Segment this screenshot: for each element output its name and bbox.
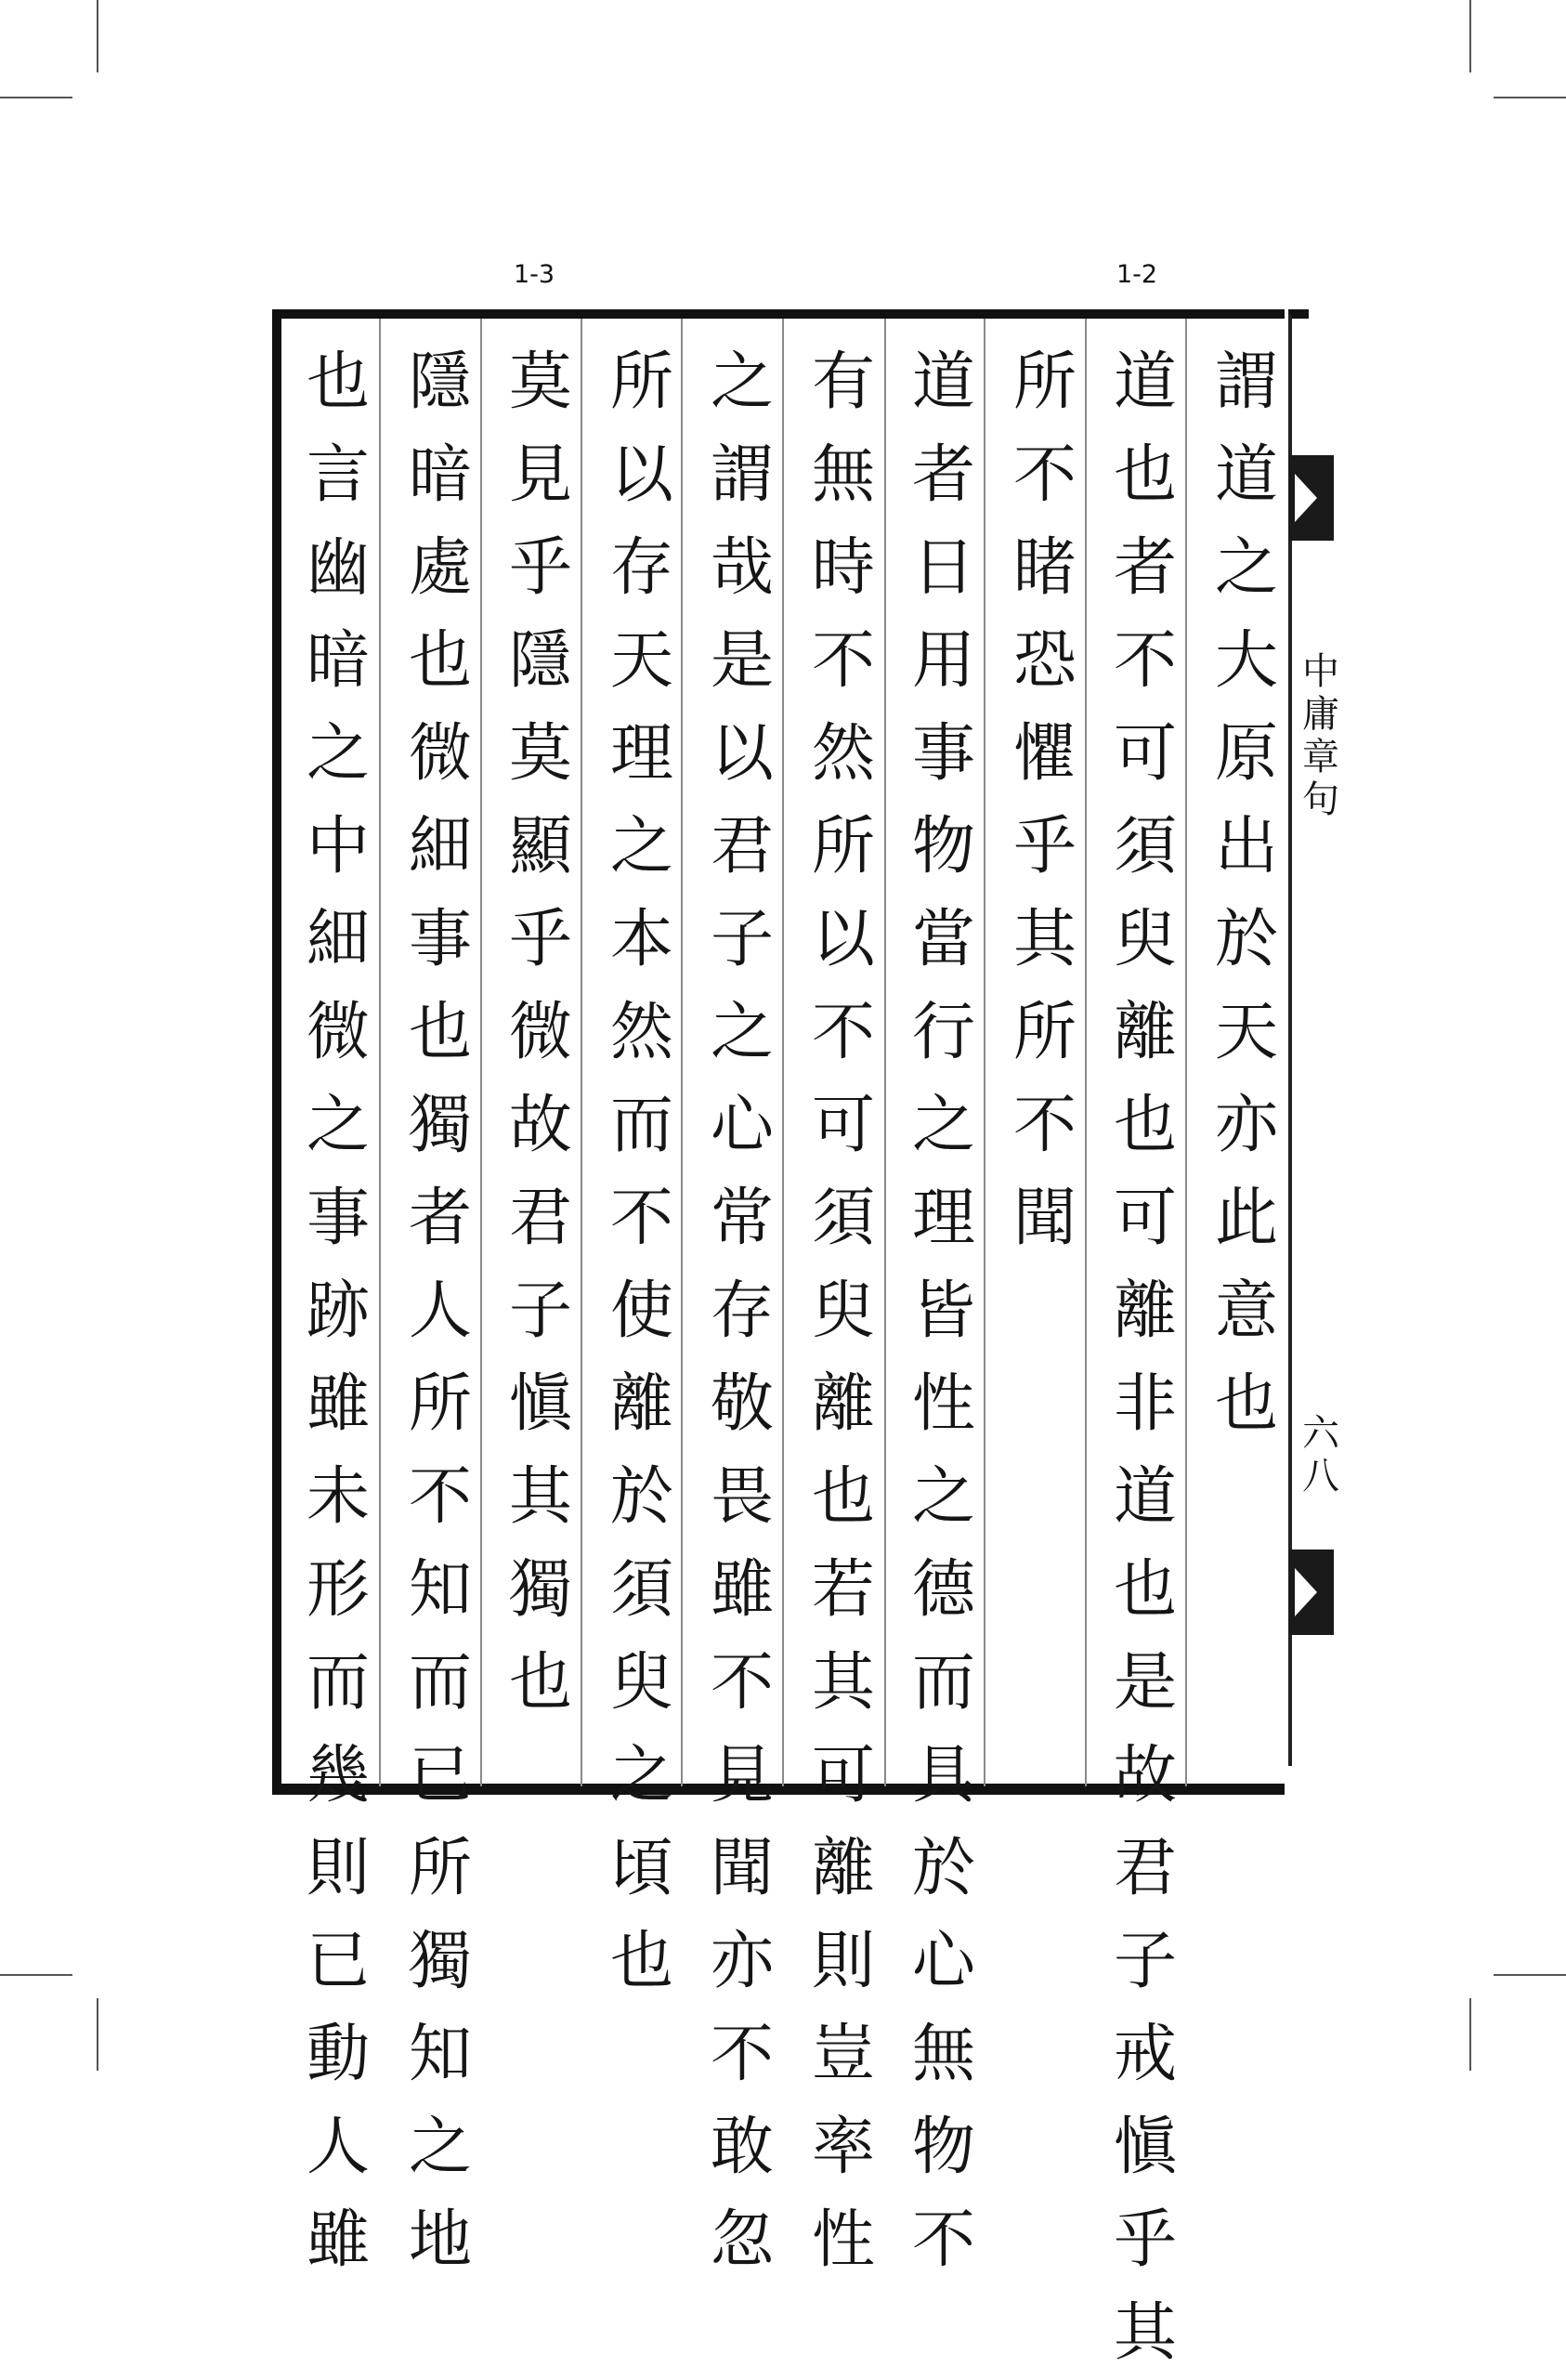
text-char: 本 [609, 903, 673, 976]
text-char: 事 [306, 1182, 370, 1255]
text-char: 雖 [306, 1367, 370, 1441]
text-char: 以 [609, 438, 673, 512]
text-char: 而 [609, 1089, 673, 1162]
text-char: 聞 [710, 1832, 774, 1905]
text-char: 顯 [508, 810, 572, 883]
text-char: 若 [811, 1553, 875, 1627]
text-char: 所 [408, 1367, 472, 1441]
text-char: 性 [811, 2203, 875, 2277]
text-char: 不 [609, 1182, 673, 1255]
text-char: 人 [408, 1275, 472, 1348]
text-char: 故 [1113, 1739, 1177, 1812]
text-char: 恐 [1012, 624, 1077, 698]
text-column [797, 336, 890, 2287]
text-char: 天 [1214, 996, 1278, 1069]
text-char: 人 [306, 2111, 370, 2184]
page-number-char: 六 [1302, 1412, 1339, 1455]
text-char: 理 [609, 717, 673, 791]
text-char: 於 [609, 1460, 673, 1534]
text-char: 細 [306, 903, 370, 976]
text-char: 君 [508, 1182, 572, 1255]
text-char: 之 [408, 2111, 472, 2184]
text-char: 其 [508, 1460, 572, 1534]
text-char: 暗 [306, 624, 370, 698]
text-char: 之 [1214, 531, 1278, 605]
text-char: 言 [306, 438, 370, 512]
margin-title [1300, 650, 1341, 821]
crop-mark [97, 1998, 98, 2071]
text-column [595, 336, 688, 2008]
text-char: 地 [408, 2203, 472, 2277]
text-char: 天 [609, 624, 673, 698]
text-char: 所 [811, 810, 875, 883]
text-char: 豈 [811, 2018, 875, 2091]
text-column [998, 336, 1091, 1265]
text-char: 不 [911, 2203, 975, 2277]
margin-title-char: 中 [1302, 650, 1339, 693]
text-char: 形 [306, 1553, 370, 1627]
text-char: 君 [710, 810, 774, 883]
text-char: 之 [306, 1089, 370, 1162]
text-char: 知 [408, 2018, 472, 2091]
text-char: 存 [609, 531, 673, 605]
text-char: 頃 [609, 1832, 673, 1905]
text-char: 睹 [1012, 531, 1077, 605]
text-char: 是 [1113, 1646, 1177, 1720]
text-char: 臾 [609, 1646, 673, 1720]
text-char: 非 [1113, 1367, 1177, 1441]
text-char: 以 [811, 903, 875, 976]
text-char: 所 [1012, 346, 1077, 419]
text-column [1099, 336, 1192, 2380]
text-char: 不 [408, 1460, 472, 1534]
text-char: 見 [710, 1739, 774, 1812]
text-char: 則 [811, 1925, 875, 1998]
text-char: 者 [408, 1182, 472, 1255]
text-char: 然 [811, 717, 875, 791]
text-char: 事 [408, 903, 472, 976]
text-char: 行 [911, 996, 975, 1069]
crop-mark [1469, 1998, 1471, 2071]
text-char: 心 [911, 1925, 975, 1998]
text-char: 使 [609, 1275, 673, 1348]
text-char: 亦 [710, 1925, 774, 1998]
text-char: 懼 [1012, 717, 1077, 791]
text-char: 獨 [408, 1925, 472, 1998]
text-char: 動 [306, 2018, 370, 2091]
text-char: 不 [710, 1646, 774, 1720]
text-char: 可 [1113, 1182, 1177, 1255]
text-char: 處 [408, 531, 472, 605]
text-char: 不 [811, 624, 875, 698]
text-char: 之 [911, 1460, 975, 1534]
text-char: 出 [1214, 810, 1278, 883]
text-char: 愼 [1113, 2111, 1177, 2184]
text-char: 敬 [710, 1367, 774, 1441]
text-char: 皆 [911, 1275, 975, 1348]
text-char: 原 [1214, 717, 1278, 791]
crop-mark [1469, 0, 1471, 72]
text-char: 細 [408, 810, 472, 883]
text-char: 者 [1113, 531, 1177, 605]
text-char: 畏 [710, 1460, 774, 1534]
crop-mark [0, 1974, 72, 1976]
text-char: 戒 [1113, 2018, 1177, 2091]
text-char: 已 [408, 1739, 472, 1812]
text-char: 時 [811, 531, 875, 605]
text-char: 故 [508, 1089, 572, 1162]
margin-title-char: 章 [1302, 736, 1339, 778]
text-column [696, 336, 789, 2287]
text-char: 謂 [1214, 346, 1278, 419]
text-char: 物 [911, 2111, 975, 2184]
text-char: 忽 [710, 2203, 774, 2277]
text-char: 君 [1113, 1832, 1177, 1905]
text-char: 所 [408, 1832, 472, 1905]
text-char: 其 [811, 1646, 875, 1720]
text-char: 物 [911, 810, 975, 883]
text-char: 所 [609, 346, 673, 419]
text-char: 也 [408, 996, 472, 1069]
text-char: 臾 [1113, 903, 1177, 976]
text-column [292, 336, 385, 2287]
text-char: 然 [609, 996, 673, 1069]
text-char: 莫 [508, 346, 572, 419]
text-char: 隱 [408, 346, 472, 419]
page-number-char: 八 [1302, 1455, 1339, 1497]
text-char: 隱 [508, 624, 572, 698]
text-char: 於 [1214, 903, 1278, 976]
text-char: 不 [1113, 624, 1177, 698]
text-column [897, 336, 990, 2287]
text-char: 之 [710, 996, 774, 1069]
text-char: 有 [811, 346, 875, 419]
text-char: 可 [811, 1089, 875, 1162]
text-char: 其 [1113, 2296, 1177, 2370]
text-char: 性 [911, 1367, 975, 1441]
text-char: 大 [1214, 624, 1278, 698]
text-char: 也 [408, 624, 472, 698]
text-char: 者 [911, 438, 975, 512]
text-char: 未 [306, 1460, 370, 1534]
text-char: 道 [1113, 1460, 1177, 1534]
text-char: 也 [508, 1646, 572, 1720]
text-char: 也 [811, 1460, 875, 1534]
section-marker-right: 1-2 [1116, 260, 1158, 289]
text-char: 幽 [306, 531, 370, 605]
crop-mark [1494, 1974, 1566, 1976]
text-char: 莫 [508, 717, 572, 791]
text-char: 敢 [710, 2111, 774, 2184]
text-char: 微 [508, 996, 572, 1069]
section-marker-left: 1-3 [514, 260, 555, 289]
text-char: 也 [1113, 1553, 1177, 1627]
text-char: 不 [1012, 1089, 1077, 1162]
text-char: 之 [609, 810, 673, 883]
margin-title-char: 句 [1302, 778, 1339, 821]
text-char: 無 [911, 2018, 975, 2091]
text-char: 常 [710, 1182, 774, 1255]
margin-page-number [1300, 1412, 1341, 1497]
text-char: 之 [306, 717, 370, 791]
text-char: 德 [911, 1553, 975, 1627]
text-char: 獨 [408, 1089, 472, 1162]
text-char: 子 [508, 1275, 572, 1348]
text-char: 乎 [508, 531, 572, 605]
text-char: 道 [1214, 438, 1278, 512]
text-char: 離 [1113, 996, 1177, 1069]
text-column [1200, 336, 1293, 1451]
text-char: 微 [306, 996, 370, 1069]
text-char: 心 [710, 1089, 774, 1162]
text-char: 之 [609, 1739, 673, 1812]
text-char: 乎 [508, 903, 572, 976]
text-char: 也 [1113, 438, 1177, 512]
text-char: 此 [1214, 1182, 1278, 1255]
text-char: 雖 [710, 1553, 774, 1627]
text-char: 須 [609, 1553, 673, 1627]
fishtail-ornament [1289, 1550, 1334, 1635]
text-char: 存 [710, 1275, 774, 1348]
text-char: 不 [710, 2018, 774, 2091]
text-char: 之 [710, 346, 774, 419]
text-char: 無 [811, 438, 875, 512]
text-char: 日 [911, 531, 975, 605]
text-char: 所 [1012, 996, 1077, 1069]
text-char: 離 [1113, 1275, 1177, 1348]
text-char: 不 [811, 996, 875, 1069]
text-char: 離 [811, 1367, 875, 1441]
margin-title-char: 庸 [1302, 693, 1339, 736]
text-char: 率 [811, 2111, 875, 2184]
text-char: 須 [811, 1182, 875, 1255]
text-char: 哉 [710, 531, 774, 605]
text-char: 以 [710, 717, 774, 791]
crop-mark [1494, 97, 1566, 98]
text-char: 子 [710, 903, 774, 976]
text-char: 跡 [306, 1275, 370, 1348]
text-char: 幾 [306, 1739, 370, 1812]
text-char: 可 [1113, 717, 1177, 791]
crop-mark [0, 97, 72, 98]
text-char: 事 [911, 717, 975, 791]
text-char: 子 [1113, 1925, 1177, 1998]
text-char: 意 [1214, 1275, 1278, 1348]
text-char: 須 [1113, 810, 1177, 883]
text-char: 亦 [1214, 1089, 1278, 1162]
text-char: 也 [306, 346, 370, 419]
text-char: 用 [911, 624, 975, 698]
text-char: 而 [408, 1646, 472, 1720]
text-char: 臾 [811, 1275, 875, 1348]
text-char: 而 [911, 1646, 975, 1720]
text-char: 微 [408, 717, 472, 791]
text-char: 於 [911, 1832, 975, 1905]
text-char: 當 [911, 903, 975, 976]
text-column [494, 336, 587, 1730]
text-char: 離 [811, 1832, 875, 1905]
text-char: 獨 [508, 1553, 572, 1627]
text-column [394, 336, 487, 2287]
text-char: 則 [306, 1832, 370, 1905]
text-char: 知 [408, 1553, 472, 1627]
text-char: 之 [911, 1089, 975, 1162]
text-char: 也 [1214, 1367, 1278, 1441]
text-char: 雖 [306, 2203, 370, 2277]
text-char: 具 [911, 1739, 975, 1812]
text-char: 理 [911, 1182, 975, 1255]
text-char: 暗 [408, 438, 472, 512]
fishtail-ornament [1289, 455, 1334, 541]
text-char: 可 [811, 1739, 875, 1812]
text-char: 謂 [710, 438, 774, 512]
text-char: 道 [1113, 346, 1177, 419]
text-char: 愼 [508, 1367, 572, 1441]
text-char: 見 [508, 438, 572, 512]
text-char: 中 [306, 810, 370, 883]
text-char: 已 [306, 1925, 370, 1998]
text-char: 不 [1012, 438, 1077, 512]
text-char: 也 [1113, 1089, 1177, 1162]
text-char: 也 [609, 1925, 673, 1998]
crop-mark [97, 0, 98, 72]
text-char: 乎 [1113, 2203, 1177, 2277]
text-char: 而 [306, 1646, 370, 1720]
text-char: 乎 [1012, 810, 1077, 883]
text-char: 離 [609, 1367, 673, 1441]
text-char: 是 [710, 624, 774, 698]
text-char: 其 [1012, 903, 1077, 976]
text-char: 聞 [1012, 1182, 1077, 1255]
text-char: 道 [911, 346, 975, 419]
